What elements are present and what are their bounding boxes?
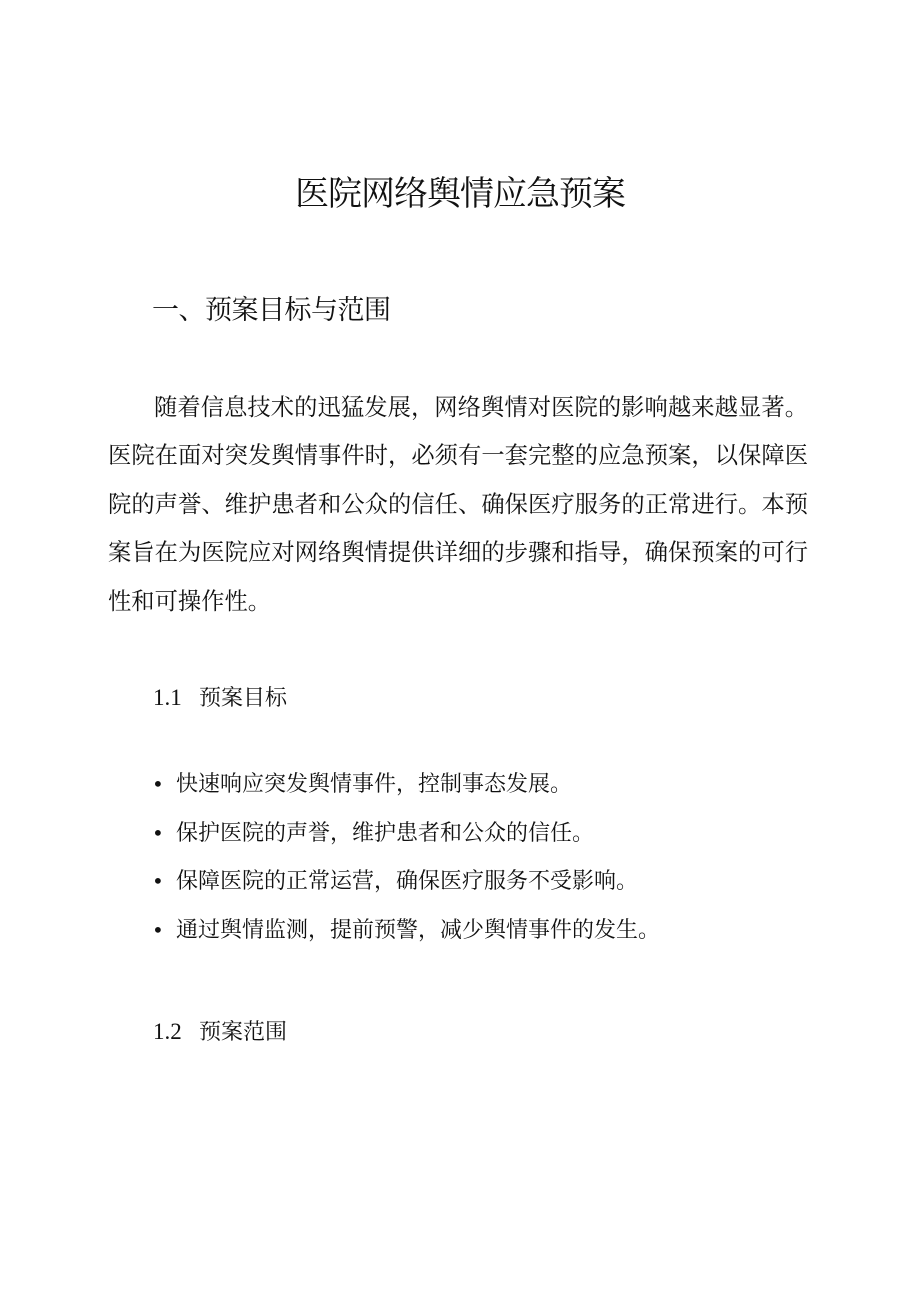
intro-paragraph: 随着信息技术的迅猛发展，网络舆情对医院的影响越来越显著。医院在面对突发舆情事件时，必须有一套完整的应急预案，以保障医院的声誉、维护患者和公众的信任、确保医疗服务的正常进行。本预案旨在为医院应对网络舆情提供详细的步骤和指导，确保预案的可行性和可操作性。	[108, 394, 808, 615]
list-item-text: 保障医院的正常运营，确保医疗服务不受影响。	[176, 869, 639, 894]
list-item	[152, 861, 660, 910]
subsection-number: 1.2	[153, 1019, 182, 1044]
list-item-text: 保护医院的声誉，维护患者和公众的信任。	[176, 820, 595, 846]
list-item-text: 通过舆情监测，提前预警，减少舆情事件的发生。	[176, 917, 661, 943]
list-item	[152, 910, 660, 959]
goal-list	[152, 764, 660, 958]
list-item	[152, 764, 660, 813]
list-item-text: 快速响应突发舆情事件，控制事态发展。	[176, 772, 573, 797]
list-item	[152, 813, 660, 862]
section-heading: 一、预案目标与范围	[152, 295, 391, 326]
bullet-icon: •	[152, 917, 164, 942]
bullet-icon: •	[152, 869, 164, 893]
subsection-heading-goals	[153, 682, 287, 715]
subsection-number: 1.1	[153, 685, 182, 710]
document-title: 医院网络舆情应急预案	[295, 174, 625, 214]
subsection-title: 预案范围	[199, 1020, 288, 1045]
subsection-title: 预案目标	[199, 686, 288, 711]
bullet-icon: •	[152, 820, 164, 845]
bullet-icon: •	[152, 772, 164, 796]
subsection-heading-scope	[153, 1016, 287, 1049]
